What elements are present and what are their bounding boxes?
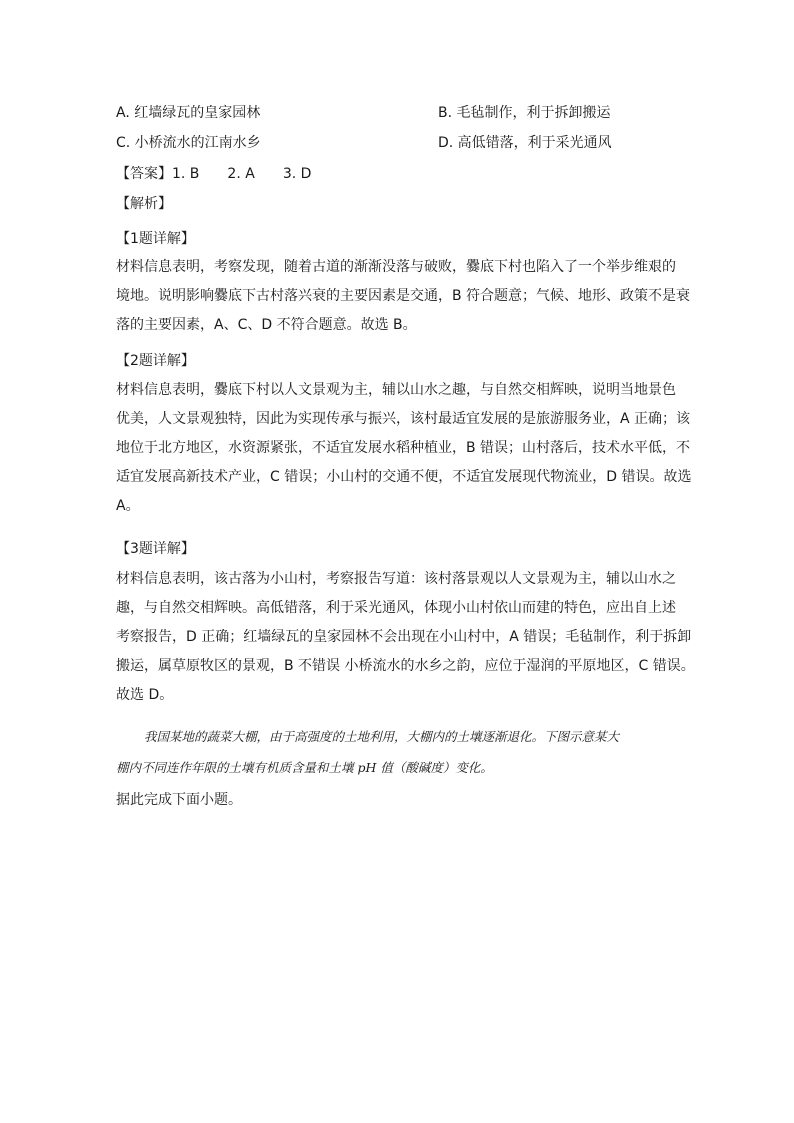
answer-2: 2. A (227, 166, 255, 182)
option-c: C. 小桥流水的江南水乡 (116, 135, 261, 151)
q1-body (116, 253, 691, 340)
analysis-heading: 【解析】 (116, 196, 172, 212)
q2-body (116, 376, 692, 521)
answer-1: 1. B (172, 166, 200, 182)
q3-line: 趣，与自然交相辉映。高低错落，利于采光通风，体现小山村依山而建的特色，应出自上述 (116, 600, 676, 616)
q2-line: 材料信息表明，爨底下村以人文景观为主，辅以山水之趣，与自然交相辉映，说明当地景色 (116, 382, 676, 398)
intro-line-2: 棚内不同连作年限的土壤有机质含量和土壤 pH 值（酸碱度）变化。 (116, 760, 493, 775)
q3-heading: 【3题详解】 (116, 541, 195, 557)
option-d: D. 高低错落，利于采光通风 (438, 135, 612, 151)
q2-line: 地位于北方地区，水资源紧张，不适宜发展水稻种植业，B 错误；山村落后，技术水平低，不 (116, 440, 691, 456)
q3-body (116, 565, 695, 710)
q1-line: 境地。说明影响爨底下古村落兴衰的主要因素是交通，B 符合题意；气候、地形、政策不是衰 (116, 288, 691, 304)
answer-tag: 【答案】 (116, 166, 172, 182)
q2-line: 优美，人文景观独特，因此为实现传承与振兴，该村最适宜发展的是旅游服务业，A 正确；该 (116, 411, 691, 427)
q3-line: 考察报告，D 正确；红墙绿瓦的皇家园林不会出现在小山村中，A 错误；毛毡制作，利于拆卸 (116, 629, 692, 645)
q2-line: A。 (116, 498, 140, 514)
answer-row (116, 164, 311, 184)
answer-3: 3. D (282, 166, 312, 182)
q1-line: 落的主要因素，A、C、D 不符合题意。故选 B。 (116, 317, 417, 333)
q3-line: 材料信息表明，该古落为小山村，考察报告写道：该村落景观以人文景观为主，辅以山水之 (116, 571, 676, 587)
option-a: A. 红墙绿瓦的皇家园林 (116, 105, 261, 121)
q1-heading: 【1题详解】 (116, 231, 195, 247)
q2-line: 适宜发展高新技术产业，C 错误；小山村的交通不便，不适宜发展现代物流业，D 错误。故选 (116, 469, 692, 485)
option-b: B. 毛毡制作，利于拆卸搬运 (438, 105, 611, 121)
q1-line: 材料信息表明，考察发现，随着古道的渐渐没落与破败，爨底下村也陷入了一个举步维艰的 (116, 259, 676, 275)
q2-heading: 【2题详解】 (116, 353, 195, 369)
instruction: 据此完成下面小题。 (116, 792, 242, 808)
intro-line-1: 我国某地的蔬菜大棚，由于高强度的土地利用，大棚内的土壤逐渐退化。下图示意某大 (144, 729, 620, 744)
q3-line: 搬运，属草原牧区的景观，B 不错误 小桥流水的水乡之韵，应位于湿润的平原地区，C 错误。 (116, 658, 695, 674)
q3-line: 故选 D。 (116, 687, 174, 703)
